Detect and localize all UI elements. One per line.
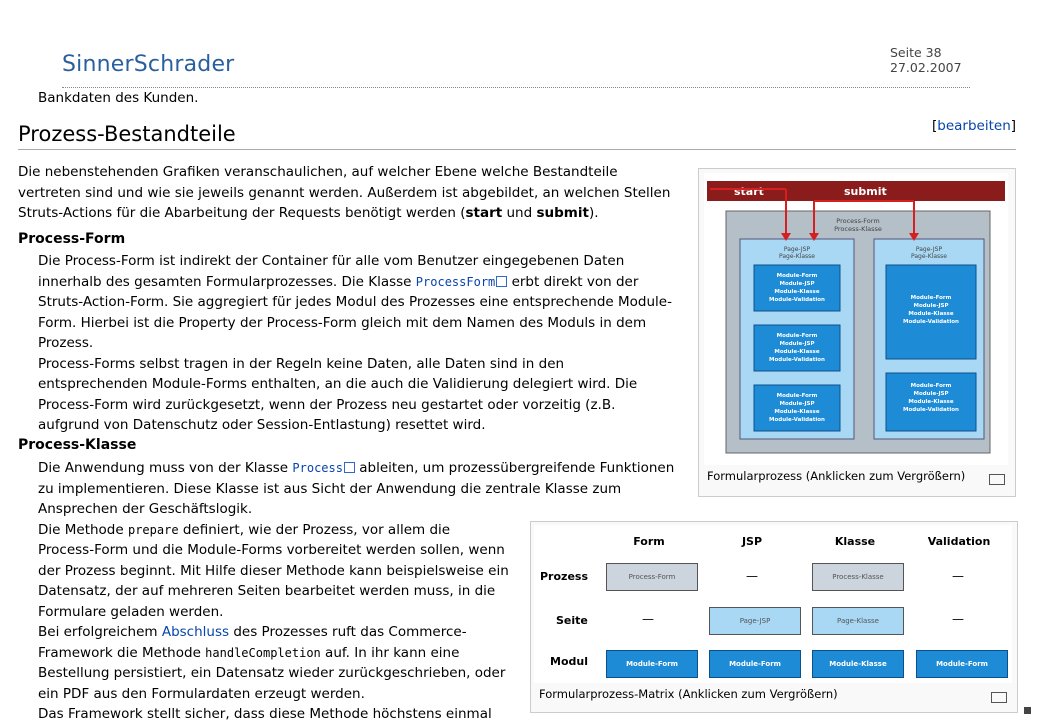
page-date: 27.02.2007 bbox=[890, 60, 962, 75]
svg-text:Page-Klasse: Page-Klasse bbox=[911, 253, 947, 260]
header-divider bbox=[62, 87, 970, 88]
svg-text:Module-Validation: Module-Validation bbox=[769, 297, 825, 303]
figure-formularprozess-matrix[interactable] bbox=[530, 521, 1018, 713]
svg-text:Module-Form: Module-Form bbox=[776, 333, 818, 339]
previous-text-line: Bankdaten des Kunden. bbox=[38, 90, 199, 106]
external-link-icon bbox=[344, 462, 355, 473]
svg-text:Module-Validation: Module-Validation bbox=[769, 357, 825, 363]
svg-text:Module-Klasse: Module-Klasse bbox=[908, 311, 954, 317]
svg-text:Module-Klasse: Module-Klasse bbox=[908, 399, 954, 405]
svg-text:Module-Klasse: Module-Klasse bbox=[774, 409, 820, 415]
process-form-paragraph: Die Process-Form ist indirekt der Container für alle vom Benutzer eingegebenen Daten innerhalb des gesamten Formularprozesses. Die Klasse ProcessForm erbt direkt von der Struts-Action-Form. Sie aggregiert für jedes Modul des Prozesses eine entsprechende Module- Form. Hierbei ist die Property der Process-Form gleich mit dem Namen des Moduls in dem Prozess. Process-Forms selbst tragen in der Regeln keine Daten, alle Daten sind in den entsprechenden Module-Forms enthalten, an die auch die Validierung delegiert wird. Die Process-Form wird zurückgesetzt, wenn der Prozess neu gestartet oder vorzeitig (z.B. aufgrund von Datenschutz oder Session-Entlastung) resettet wird. bbox=[38, 253, 672, 433]
svg-text:Module-Validation: Module-Validation bbox=[903, 407, 959, 413]
intro-paragraph: Die nebenstehenden Grafiken veranschaulichen, auf welcher Ebene welche Bestandteile vertreten sind und wie sie jeweils genannt werden. Außerdem ist abgebildet, an welchen Stellen Struts-Actions für die Abarbeitung der Requests benötigt werden (start und submit). bbox=[18, 164, 671, 221]
brand-logo-text: SinnerSchrader bbox=[62, 52, 235, 77]
section-divider bbox=[18, 149, 1016, 150]
start-label: start bbox=[734, 185, 764, 198]
svg-text:Module-Klasse: Module-Klasse bbox=[774, 349, 820, 355]
figure1-caption: Formularprozess (Anklicken zum Vergrößern) bbox=[707, 469, 966, 483]
svg-text:Module-Form: Module-Form bbox=[776, 393, 818, 399]
section-title: Prozess-Bestandteile bbox=[18, 122, 236, 146]
heading-process-klasse: Process-Klasse bbox=[18, 437, 137, 453]
process-klasse-paragraph: Die Anwendung muss von der Klasse Process ableiten, um prozessübergreifende Funktionen zu implementieren. Diese Klasse ist aus Sicht der Anwendung die zentrale Klasse zum Ansprechen der Geschäftslogik. Die Methode prepare definiert, wie der Prozess, vor allem die Process-Form und die Module-Forms vorbereitet werden sollen, wenn der Prozess beginnt. Mit Hilfe dieser Methode kann beispielsweise ein Datensatz, der auf mehreren Seiten bearbeitet werden muss, in die Formulare geladen werden. Bei erfolgreichem Abschluss des Prozesses ruft das Commerce- Framework die Methode handleCompletion auf. In ihr kann eine Bestellung persistiert, ein Datensatz wieder zurückgeschrieben, oder ein PDF aus den Formulardaten erzeugt werden. Das Framework stellt sicher, dass diese Methode höchstens einmal bbox=[38, 460, 675, 722]
svg-text:Process-Klasse: Process-Klasse bbox=[834, 225, 882, 233]
svg-text:Module-Klasse: Module-Klasse bbox=[774, 289, 820, 295]
process-link[interactable]: Process bbox=[292, 461, 343, 475]
enlarge-icon[interactable] bbox=[991, 692, 1007, 703]
page-meta bbox=[890, 45, 962, 75]
edit-link[interactable]: bearbeiten bbox=[937, 118, 1011, 134]
svg-text:Module-JSP: Module-JSP bbox=[779, 401, 815, 407]
svg-text:Module-Form: Module-Form bbox=[776, 273, 818, 279]
external-link-icon bbox=[496, 276, 507, 287]
page-number: Seite 38 bbox=[890, 45, 942, 60]
svg-text:Page-Klasse: Page-Klasse bbox=[779, 253, 815, 260]
svg-text:Page-JSP: Page-JSP bbox=[915, 246, 943, 253]
figure2-caption: Formularprozess-Matrix (Anklicken zum Vergrößern) bbox=[539, 687, 838, 701]
svg-text:Module-JSP: Module-JSP bbox=[779, 281, 815, 287]
submit-label: submit bbox=[844, 185, 887, 198]
heading-process-form: Process-Form bbox=[18, 231, 126, 247]
svg-text:Module-JSP: Module-JSP bbox=[913, 391, 949, 397]
svg-text:Module-Form: Module-Form bbox=[910, 295, 952, 301]
svg-text:Module-JSP: Module-JSP bbox=[913, 303, 949, 309]
processform-link[interactable]: ProcessForm bbox=[415, 274, 496, 289]
edit-link-wrapper: [bearbeiten] bbox=[932, 118, 1017, 134]
svg-text:Module-JSP: Module-JSP bbox=[779, 341, 815, 347]
abschluss-link[interactable]: Abschluss bbox=[161, 624, 230, 640]
svg-text:Page-JSP: Page-JSP bbox=[783, 246, 811, 253]
svg-text:Module-Form: Module-Form bbox=[910, 383, 952, 389]
figure-formularprozess[interactable] bbox=[698, 168, 1016, 497]
svg-text:Module-Validation: Module-Validation bbox=[769, 417, 825, 423]
svg-text:Process-Form: Process-Form bbox=[836, 217, 880, 225]
svg-text:Module-Validation: Module-Validation bbox=[903, 319, 959, 325]
formularprozess-diagram[interactable] bbox=[704, 173, 1008, 465]
matrix-diagram[interactable]: Form JSP Klasse Validation Prozess Seite Modul Process-Form — Process-Klasse — — Page-JSP Page-Klasse — Module-Form Module-Form Module-Klasse Module-Form bbox=[534, 525, 1012, 683]
enlarge-icon[interactable] bbox=[989, 474, 1005, 485]
page-corner-marker bbox=[1024, 707, 1031, 714]
